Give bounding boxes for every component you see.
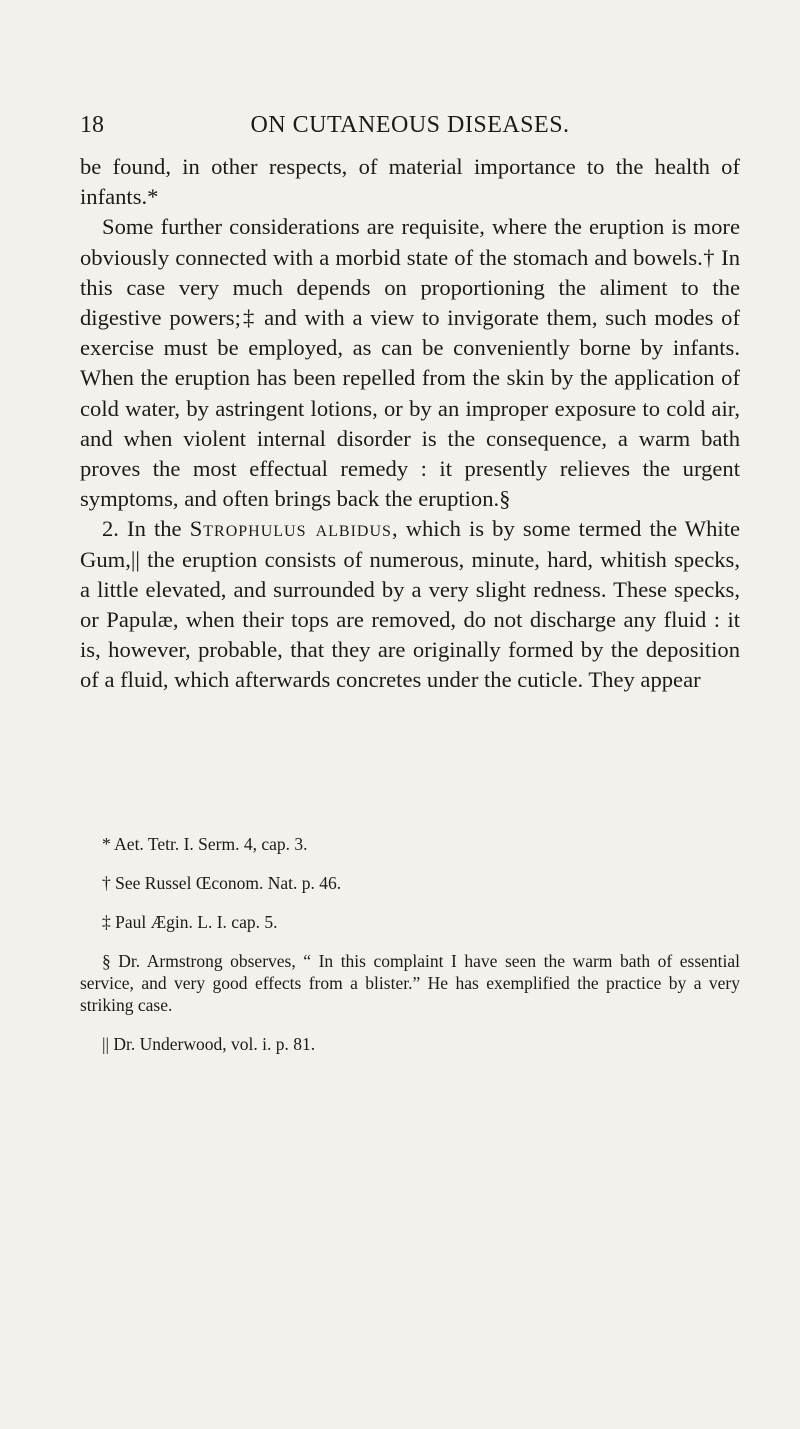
paragraph-3-rest: , which is by some termed the White Gum,|| the eruption consists of numerous, minute, hard, whitish specks, a little elevated, and surrounded by a very slight redness. These specks, or Papulæ, when their tops are removed, do not discharge any fluid : it is, however, probable, that they are originally formed by the deposition of a fluid, which afterwards concretes under the cuticle. They appear bbox=[80, 516, 740, 693]
footnote-2: † See Russel Œconom. Nat. p. 46. bbox=[102, 873, 342, 893]
footnote-3: ‡ Paul Ægin. L. I. cap. 5. bbox=[102, 912, 278, 932]
page-number: 18 bbox=[80, 112, 104, 138]
paragraph-3-prefix: 2. In the bbox=[102, 516, 190, 542]
page-header bbox=[80, 112, 740, 148]
paragraph-3 bbox=[80, 514, 740, 695]
paragraph-2: Some further considerations are requisite, where the eruption is more obviously connected with a morbid state of the stomach and bowels.† In this case very much depends on proportioning the aliment to the digestive powers;‡ and with a view to invigorate them, such modes of exercise must be employed, as can be conveniently borne by infants. When the eruption has been repelled from the skin by the application of cold water, by astringent lotions, or by an improper exposure to cold air, and when violent internal disorder is the consequence, a warm bath proves the most effectual remedy : it presently relieves the urgent symptoms, and often brings back the eruption.§ bbox=[80, 214, 740, 512]
footnote-1: * Aet. Tetr. I. Serm. 4, cap. 3. bbox=[102, 834, 308, 854]
footnotes bbox=[80, 833, 740, 1072]
species-term: Strophulus albidus bbox=[189, 516, 392, 542]
running-title: ON CUTANEOUS DISEASES. bbox=[250, 112, 570, 138]
footnote-5: || Dr. Underwood, vol. i. p. 81. bbox=[102, 1034, 316, 1054]
paragraph-1: be found, in other respects, of material importance to the health of infants.* bbox=[80, 154, 740, 210]
main-text bbox=[80, 152, 740, 696]
footnote-4: § Dr. Armstrong observes, “ In this complaint I have seen the warm bath of essential service, and very good effects from a blister.” He has exemplified the practice by a very striking case. bbox=[80, 951, 740, 1015]
